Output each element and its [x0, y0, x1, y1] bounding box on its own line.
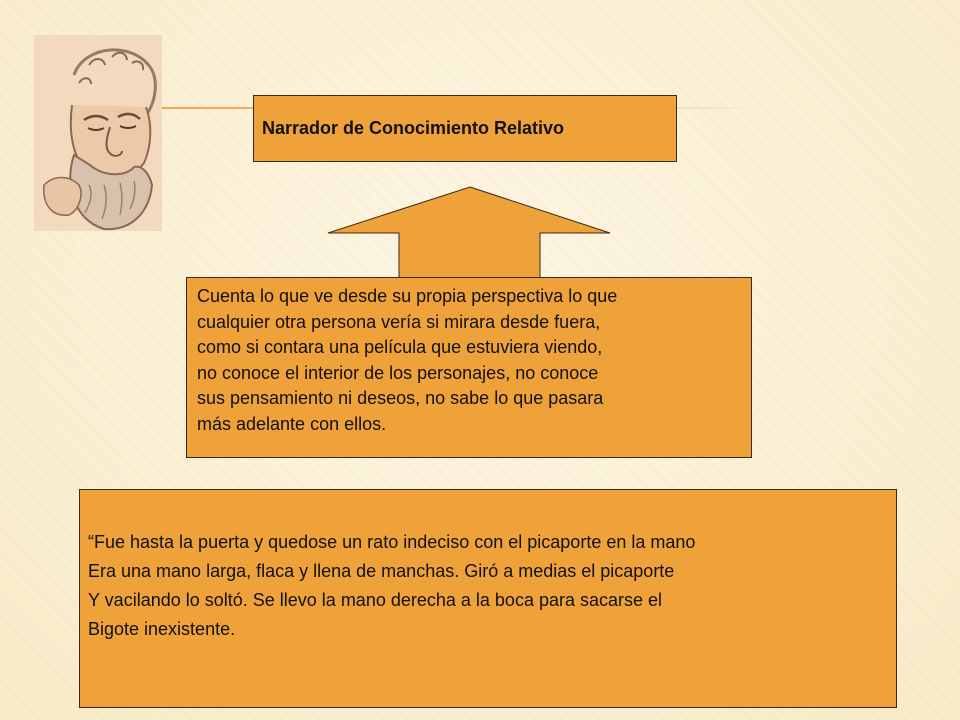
description-box	[186, 277, 752, 458]
quote-line: Bigote inexistente.	[88, 619, 236, 639]
quote-line: “Fue hasta la puerta y quedose un rato indeciso con el picaporte en la mano	[88, 532, 696, 552]
description-line: más adelante con ellos.	[197, 413, 387, 434]
quote-line: Y vacilando lo soltó. Se llevo la mano derecha a la boca para sacarse el	[88, 590, 663, 610]
description-line: como si contara una película que estuviera viendo,	[197, 337, 603, 357]
description-line: no conoce el interior de los personajes, no conoce	[197, 362, 599, 383]
quote-line: Era una mano larga, flaca y llena de manchas. Giró a medias el picaporte	[88, 561, 675, 581]
description-line: sus pensamiento ni deseos, no sabe lo que pasara	[197, 388, 604, 408]
slide-title: Narrador de Conocimiento Relativo	[262, 118, 565, 138]
description-line: cualquier otra persona vería si mirara desde fuera,	[197, 311, 601, 332]
quote-box	[79, 489, 897, 708]
description-line: Cuenta lo que ve desde su propia perspectiva lo que	[197, 286, 618, 306]
